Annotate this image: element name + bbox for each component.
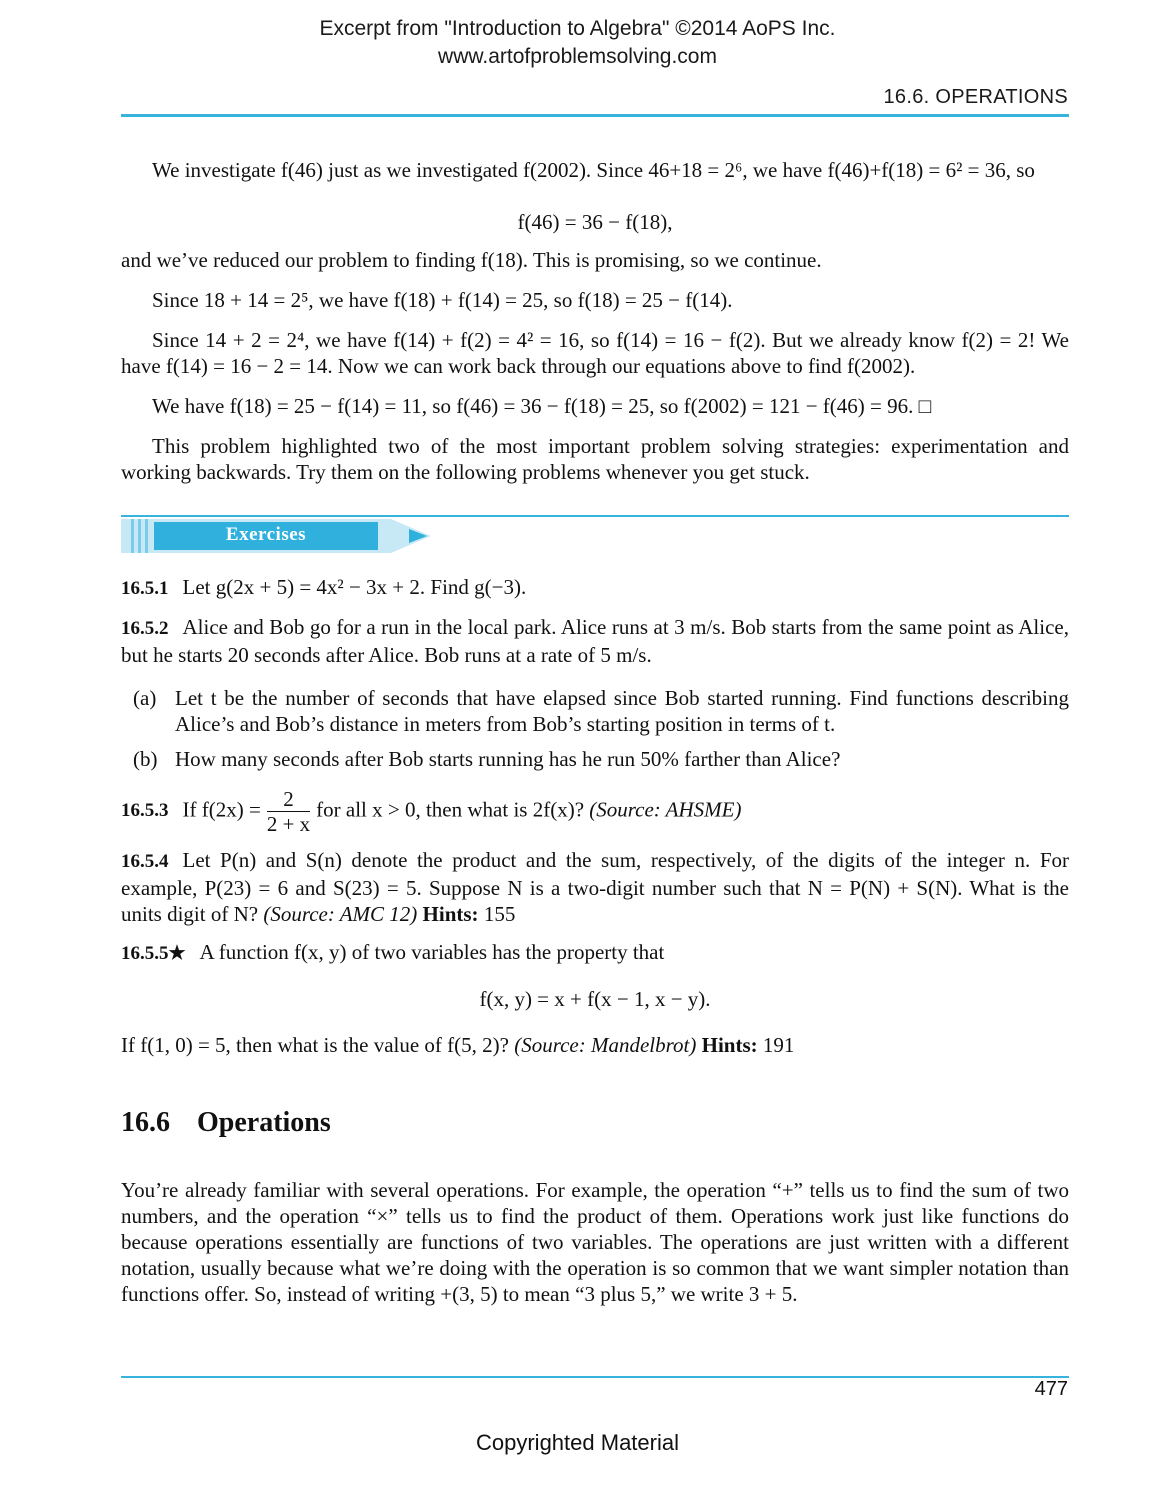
copyright-notice: Copyrighted Material (476, 1430, 679, 1455)
exercise-number: 16.5.1 (121, 578, 169, 599)
exercises-banner-label: Exercises (225, 524, 307, 545)
exercise-number: 16.5.3 (121, 800, 169, 822)
exercise-number: 16.5.4 (121, 851, 169, 872)
footer-rule (121, 1376, 1069, 1378)
exercise-text: A function f(x, y) of two variables has the property that (199, 940, 665, 964)
exercise-16-5-4 (121, 847, 1069, 927)
part-text: Let t be the number of seconds that have elapsed since Bob started running. Find functions describing Alice’s and Bob’s distance in meters from Bob’s starting position in terms of t. (175, 686, 1069, 736)
exercise-number: 16.5.5★ (121, 943, 186, 964)
part-label: (b) (133, 747, 158, 771)
exercise-text: Let g(2x + 5) = 4x² − 3x + 2. Find g(−3). (182, 575, 527, 599)
paragraph-3: Since 18 + 14 = 2⁵, we have f(18) + f(14) = 25, so f(18) = 25 − f(14). (152, 288, 733, 312)
exercise-16-5-1 (121, 574, 1069, 602)
exercise-16-5-5-question (121, 1032, 1069, 1058)
website-url: www.artofproblemsolving.com (438, 45, 717, 68)
exercise-16-5-5 (121, 939, 1069, 967)
paragraph-2: and we’ve reduced our problem to finding f(18). This is promising, so we continue. (121, 248, 822, 272)
section-body: You’re already familiar with several operations. For example, the operation “+” tells us to find the sum of two numbers, and the operation “×” tells us to find the product of them. Operations work just like functions do because operations essentially are functions of two variables. The operations are just written with a different notation, usually because what we’re doing with the operation is so common that we want simpler notation than functions offer. So, instead of writing +(3, 5) to mean “3 plus 5,” we write 3 + 5. (121, 1178, 1069, 1306)
exercise-text-post: for all x > 0, then what is 2f(x)? (316, 797, 585, 822)
part-text: How many seconds after Bob starts running has he run 50% farther than Alice? (175, 747, 841, 771)
exercise-16-5-5-equation: f(x, y) = x + f(x − 1, x − y). (479, 987, 711, 1011)
exercise-text: Alice and Bob go for a run in the local park. Alice runs at 3 m/s. Bob starts from the same point as Alice, but he starts 20 seconds after Alice. Bob runs at a rate of 5 m/s. (121, 615, 1069, 667)
exercise-16-5-3 (121, 787, 1069, 836)
exercise-number: 16.5.2 (121, 618, 169, 639)
fraction-numerator: 2 (267, 787, 310, 812)
paragraph-6: This problem highlighted two of the most important problem solving strategies: experimentation and working backwards. Try them on the following problems whenever you get stuck. (121, 434, 1069, 484)
paragraph-4: Since 14 + 2 = 2⁴, we have f(14) + f(2) = 4² = 16, so f(14) = 16 − f(2). But we already know f(2) = 2! We have f(14) = 16 − 2 = 14. Now we can work back through our equations above to find f(2002). (121, 328, 1069, 378)
exercise-16-5-2-part-b (121, 746, 1069, 772)
exercises-rule (121, 515, 1069, 517)
section-number: 16.6 (121, 1107, 170, 1138)
excerpt-notice: Excerpt from "Introduction to Algebra" ©2014 AoPS Inc. (319, 17, 836, 40)
hints-link[interactable]: 155 (483, 902, 516, 926)
exercise-source: (Source: Mandelbrot) (514, 1033, 697, 1057)
fraction-denominator: 2 + x (266, 812, 311, 836)
header-rule (121, 114, 1069, 117)
part-label: (a) (133, 686, 157, 710)
exercise-source: (Source: AMC 12) (263, 902, 418, 926)
section-heading (121, 1107, 331, 1139)
paragraph-1: We investigate f(46) just as we investigated f(2002). Since 46+18 = 2⁶, we have f(46)+f(18) = 6² = 36, so (152, 158, 1035, 182)
exercise-16-5-2-part-a (121, 685, 1069, 737)
exercise-text: Let P(n) and S(n) denote the product and the sum, respectively, of the digits of the integer n. For example, P(23) = 6 and S(23) = 5. Suppose N is a two-digit number such that N = P(N) + S(N). What is the units digit of N? (121, 848, 1069, 926)
section-title: Operations (197, 1107, 331, 1138)
exercise-text: If f(1, 0) = 5, then what is the value of f(5, 2)? (121, 1033, 509, 1057)
exercise-source: (Source: AHSME) (589, 797, 742, 822)
hints-label: Hints: (422, 902, 479, 926)
running-head: 16.6. OPERATIONS (883, 86, 1068, 108)
hints-link[interactable]: 191 (762, 1033, 795, 1057)
page-number: 477 (1034, 1378, 1068, 1400)
exercise-16-5-2 (121, 614, 1069, 668)
exercise-text-pre: If f(2x) = (182, 797, 261, 822)
paragraph-5: We have f(18) = 25 − f(14) = 11, so f(46) = 36 − f(18) = 25, so f(2002) = 121 − f(46) = 96. □ (152, 394, 932, 418)
equation-1: f(46) = 36 − f(18), (517, 210, 673, 234)
fraction (267, 787, 310, 836)
hints-label: Hints: (701, 1033, 758, 1057)
